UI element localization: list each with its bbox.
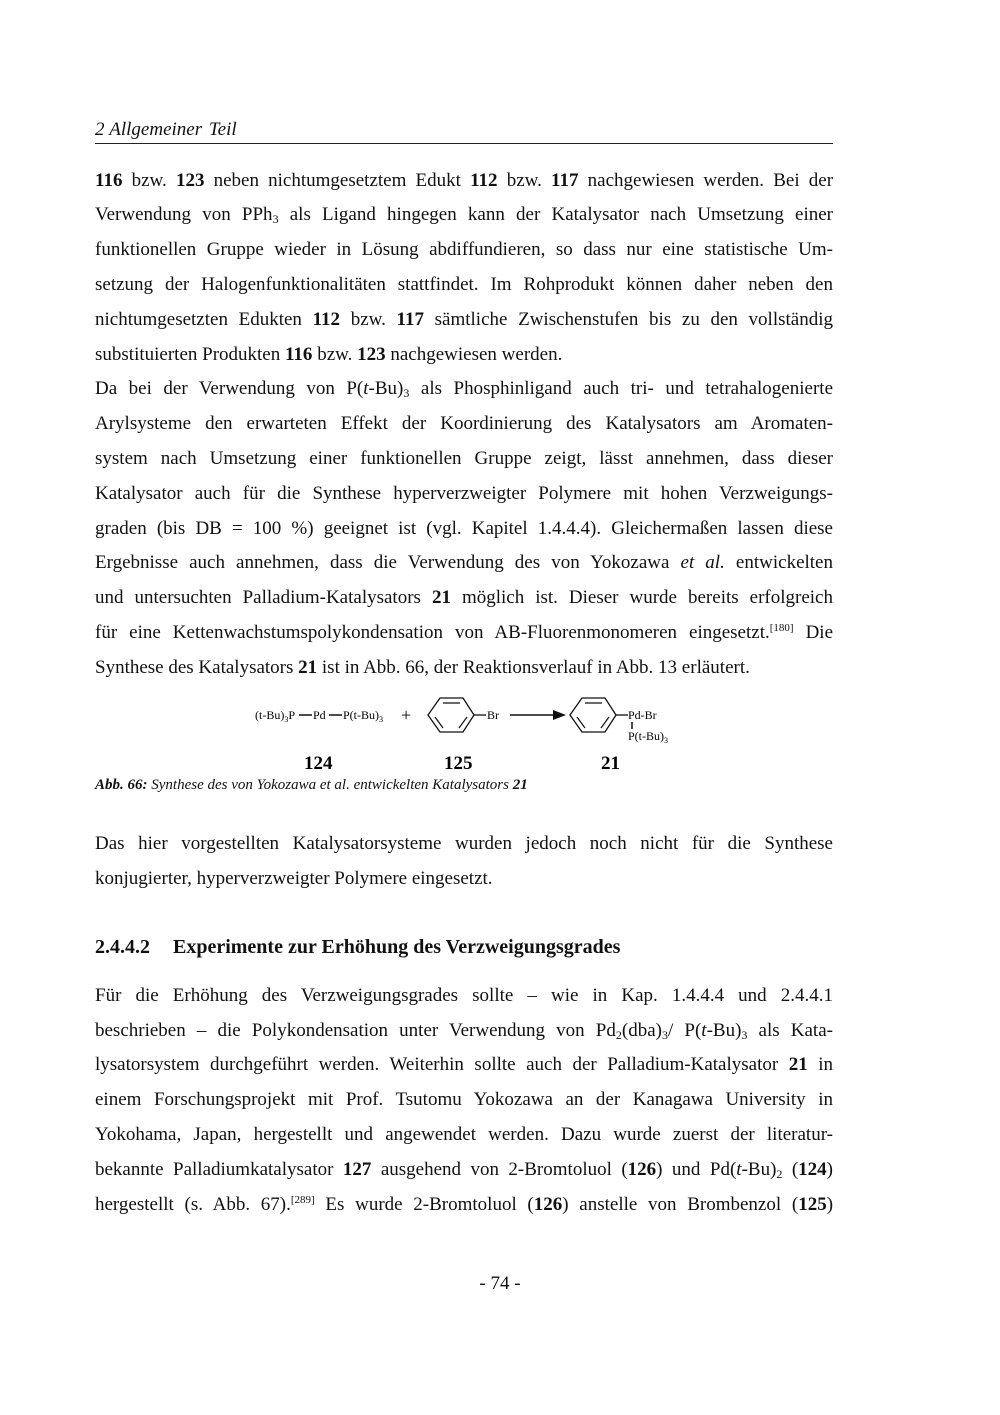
compound-ref: 21 (298, 657, 318, 678)
paragraph-line: graden (bis DB = 100 %) geeignet ist (vgl. Kapitel 1.4.4.4). Gleichermaßen lassen diese (95, 518, 833, 539)
text-span: ( (782, 1159, 799, 1180)
pd-br-label: Pd-Br (628, 708, 657, 722)
subscript: 3 (741, 1028, 748, 1042)
compound-ref: 126 (627, 1159, 657, 1180)
text-span: Synthese des Katalysators (95, 657, 299, 678)
compound-ref: 125 (798, 1194, 827, 1215)
paragraph-line: einem Forschungsprojekt mit Prof. Tsutomu Yokozawa an der Kanagawa University in (95, 1089, 833, 1110)
double-bond (459, 717, 467, 728)
paragraph-line (95, 378, 833, 400)
double-bond (601, 717, 609, 728)
text-span: für eine Kettenwachstumspolykondensation von AB-Fluorenmonomeren eingesetzt. (95, 622, 770, 643)
text-span: ausgehend von 2-Bromtoluol ( (371, 1159, 628, 1180)
text-span: substituierten Produkten (95, 344, 285, 365)
compound-ref: 112 (312, 309, 341, 330)
italic-span: t (736, 1159, 742, 1180)
header-chapter-title: Allgemeiner Teil (109, 119, 237, 140)
text-span: (dba) (621, 1020, 662, 1041)
text-span: bzw. (312, 344, 358, 365)
paragraph-line (95, 204, 833, 226)
compound-ref: 124 (798, 1159, 827, 1180)
paragraph-line: Arylsysteme den erwarteten Effekt der Koordinierung des Katalysators am Aromaten- (95, 413, 833, 434)
italic-span: t (701, 1020, 707, 1041)
paragraph-line (95, 309, 833, 331)
text-span: bzw. (122, 170, 176, 191)
subscript: 3 (661, 1028, 668, 1042)
text-span: ) (826, 1194, 834, 1215)
section-heading (95, 936, 620, 959)
reagent-tbu-right: $P(t-Bu)_3$ (343, 708, 383, 724)
subscript: 3 (403, 386, 410, 400)
compound-ref: 126 (533, 1194, 563, 1215)
text-span: lysatorsystem durchgeführt werden. Weiterhin sollte auch der Palladium-Katalysator (95, 1054, 789, 1075)
compound-ref: 116 (95, 170, 123, 191)
text-span: Es wurde 2-Bromtoluol ( (314, 1194, 534, 1215)
text-span: -Bu) (368, 378, 404, 399)
compound-ref: 123 (175, 170, 205, 191)
text-span: bzw. (497, 170, 552, 191)
section-number: 2.4.4.2 (95, 936, 150, 958)
paragraph-line (95, 344, 833, 366)
paragraph-line (95, 657, 833, 679)
text-span: Verwendung von PPh (95, 204, 273, 225)
plus-sign: + (401, 705, 412, 725)
text-span: entwickelten (724, 552, 833, 573)
paragraph-line: Das hier vorgestellten Katalysatorsysteme wurden jedoch noch nicht für die Synthese (95, 833, 833, 854)
text-span: in (807, 1054, 834, 1075)
text-span: als Ligand hingegen kann der Katalysator nach Umsetzung einer (278, 204, 834, 225)
paragraph-line: Für die Erhöhung des Verzweigungsgrades sollte – wie in Kap. 1.4.4.4 und 2.4.4.1 (95, 985, 833, 1006)
subscript: 3 (272, 212, 279, 226)
text-span: Die (793, 622, 833, 643)
compound-ref: 21 (788, 1054, 808, 1075)
text-span: nachgewiesen werden. Bei der (578, 170, 834, 191)
text-span: Da bei der Verwendung von P( (95, 378, 364, 399)
compound-ref: 112 (470, 170, 498, 191)
text-span: hergestellt (s. Abb. 67). (95, 1194, 291, 1215)
text-span: ) und Pd( (656, 1159, 737, 1180)
paragraph-line: setzung der Halogenfunktionalitäten stattfindet. Im Rohprodukt können daher neben den (95, 274, 833, 295)
compound-ref: 116 (284, 344, 313, 365)
paragraph-line: funktionellen Gruppe wieder in Lösung abdiffundieren, so dass nur eine statistische Um- (95, 239, 833, 260)
compound-ref: 123 (357, 344, 386, 365)
phosphine-ligand-label: $P(t-Bu)_3$ (628, 729, 668, 745)
caption-text: Synthese des von Yokozawa et al. entwickelten Katalysators (147, 777, 513, 793)
text-span: nachgewiesen werden. (385, 344, 563, 365)
citation: [180] (769, 622, 794, 634)
compound-number-21: 21 (601, 753, 620, 774)
text-span: nichtumgesetzten Edukten (95, 309, 313, 330)
paragraph-line (95, 1194, 833, 1216)
text-span: -Bu) (741, 1159, 777, 1180)
paragraph-line (95, 622, 833, 644)
italic-span: t (363, 378, 369, 399)
page-number: - 74 - (479, 1273, 521, 1294)
text-span: ) (826, 1159, 833, 1180)
reagent-pd: Pd (313, 708, 326, 722)
paragraph-line: Katalysator auch für die Synthese hyperverzweigter Polymere mit hohen Verzweigungs- (95, 483, 833, 504)
text-span: / P( (667, 1020, 702, 1041)
paragraph-line (95, 170, 833, 192)
text-span: bekannte Palladiumkatalysator (95, 1159, 343, 1180)
text-span: als Kata- (747, 1020, 833, 1041)
text-span: als Phosphinligand auch tri- und tetrahalogenierte (409, 378, 833, 399)
compound-ref: 21 (431, 587, 451, 608)
compound-ref: 127 (342, 1159, 372, 1180)
figure-caption (95, 777, 528, 794)
paragraph-line: konjugierter, hyperverzweigter Polymere eingesetzt. (95, 868, 493, 889)
text-span: und untersuchten Palladium-Katalysators (95, 587, 432, 608)
text-span: sämtliche Zwischenstufen bis zu den vollständig (423, 309, 834, 330)
running-header (95, 119, 833, 144)
subscript: 2 (615, 1028, 622, 1042)
paragraph-line (95, 1054, 833, 1076)
compound-ref: 117 (396, 309, 424, 330)
text-span: Ergebnisse auch annehmen, dass die Verwendung des von Yokozawa (95, 552, 681, 573)
text-span: ist in Abb. 66, der Reaktionsverlauf in Abb. 13 erläutert. (317, 657, 750, 678)
caption-compound-number: 21 (512, 777, 528, 793)
caption-label: Abb. 66: (95, 777, 148, 793)
paragraph-line (95, 1159, 833, 1181)
text-span: -Bu) (706, 1020, 742, 1041)
bromine-label: Br (487, 708, 499, 722)
citation: [289] (290, 1194, 315, 1206)
italic-span: et al. (680, 552, 725, 573)
paragraph-line: system nach Umsetzung einer funktionellen Gruppe zeigt, lässt annehmen, dass dieser (95, 448, 833, 469)
text-span: beschrieben – die Polykondensation unter Verwendung von Pd (95, 1020, 616, 1041)
paragraph-line (95, 552, 833, 574)
subscript: 2 (776, 1167, 783, 1181)
paragraph-line (95, 587, 833, 609)
compound-number-124: 124 (304, 753, 333, 774)
compound-ref: 117 (551, 170, 579, 191)
header-chapter-number: 2 (95, 119, 105, 140)
reaction-scheme (240, 690, 690, 775)
section-title: Experimente zur Erhöhung des Verzweigungsgrades (173, 936, 621, 958)
text-span: bzw. (340, 309, 397, 330)
reagent-tbu-left: $(t-Bu)_3P$ (255, 708, 296, 724)
paragraph-line (95, 1020, 833, 1042)
compound-number-125: 125 (444, 753, 473, 774)
arrow-head-icon (553, 710, 566, 720)
text-span: möglich ist. Dieser wurde bereits erfolgreich (450, 587, 833, 608)
paragraph-line: Yokohama, Japan, hergestellt und angewendet werden. Dazu wurde zuerst der literatur- (95, 1124, 833, 1145)
text-span: ) anstelle von Brombenzol ( (562, 1194, 799, 1215)
text-span: neben nichtumgesetztem Edukt (204, 170, 471, 191)
